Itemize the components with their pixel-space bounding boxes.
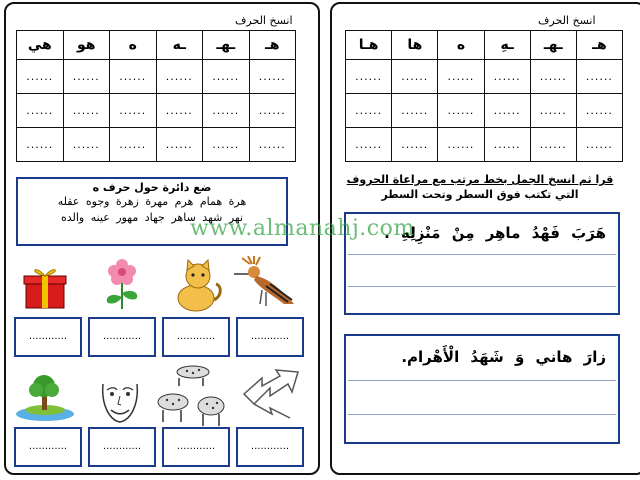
right-blank-cell[interactable]: ...... bbox=[392, 60, 438, 94]
flower-icon bbox=[98, 255, 146, 313]
picture-answer-box[interactable]: ............ bbox=[162, 427, 230, 467]
left-blank-cell[interactable]: ...... bbox=[203, 94, 250, 128]
picture-answer-box[interactable]: ............ bbox=[14, 427, 82, 467]
right-grid-row bbox=[346, 128, 623, 162]
left-grid-header-row bbox=[17, 31, 296, 60]
left-blank-cell[interactable]: ...... bbox=[63, 60, 110, 94]
left-header-cell: ه bbox=[110, 31, 157, 60]
sentence-1: هَرَبَ فَهْدُ ماهِر مِنْ مَنْزِلِهِ . bbox=[384, 224, 606, 242]
circle-task-line-2[interactable]: نهر شهد ساهر جهاد مهور عينه والده bbox=[60, 211, 244, 224]
right-blank-cell[interactable]: ...... bbox=[576, 94, 622, 128]
instruction-line-1: قرا ثم انسخ الجمل بخط مرتب مع مراعاة الحروف bbox=[346, 173, 614, 186]
instruction-line-2: التي تكتب فوق السطر وتحت السطر bbox=[381, 188, 579, 201]
left-blank-cell[interactable]: ...... bbox=[110, 128, 157, 162]
gift-box-icon bbox=[20, 262, 70, 312]
picture-answer-box[interactable]: ............ bbox=[88, 427, 156, 467]
right-grid-row bbox=[346, 94, 623, 128]
circle-task-line-1[interactable]: هرة همام هرم مهرة زهرة وجوه عقله bbox=[57, 195, 247, 208]
left-blank-cell[interactable]: ...... bbox=[63, 94, 110, 128]
left-grid-row bbox=[17, 128, 296, 162]
left-blank-cell[interactable]: ...... bbox=[17, 60, 64, 94]
left-blank-cell[interactable]: ...... bbox=[156, 94, 203, 128]
right-blank-cell[interactable]: ...... bbox=[530, 128, 576, 162]
right-blank-cell[interactable]: ...... bbox=[346, 128, 392, 162]
left-blank-cell[interactable]: ...... bbox=[249, 94, 296, 128]
left-copy-grid bbox=[16, 30, 296, 162]
right-blank-cell[interactable]: ...... bbox=[438, 128, 484, 162]
left-blank-cell[interactable]: ...... bbox=[110, 60, 157, 94]
left-header-cell: هي bbox=[17, 31, 64, 60]
right-blank-cell[interactable]: ...... bbox=[484, 94, 530, 128]
left-blank-cell[interactable]: ...... bbox=[203, 128, 250, 162]
right-blank-cell[interactable]: ...... bbox=[484, 60, 530, 94]
right-header-cell: هـ bbox=[576, 31, 622, 60]
right-header-cell: ـهـ bbox=[530, 31, 576, 60]
picture-answer-box[interactable]: ............ bbox=[14, 317, 82, 357]
circle-task-heading: ضع دائرة حول حرف ه bbox=[92, 181, 212, 194]
left-blank-cell[interactable]: ...... bbox=[110, 94, 157, 128]
right-header-cell: ـهِ bbox=[484, 31, 530, 60]
sentence-2: زارَ هاني وَ شَهَدُ الْأَهْرام. bbox=[401, 348, 606, 366]
right-blank-cell[interactable]: ...... bbox=[392, 94, 438, 128]
picture-answer-box[interactable]: ............ bbox=[88, 317, 156, 357]
right-copy-grid bbox=[345, 30, 623, 162]
left-header-cell: هو bbox=[63, 31, 110, 60]
left-blank-cell[interactable]: ...... bbox=[156, 128, 203, 162]
right-blank-cell[interactable]: ...... bbox=[438, 94, 484, 128]
writing-line bbox=[348, 414, 616, 415]
left-header-cell: ـه bbox=[156, 31, 203, 60]
picture-answer-box[interactable]: ............ bbox=[236, 317, 304, 357]
picture-answer-box[interactable]: ............ bbox=[162, 317, 230, 357]
writing-line bbox=[348, 380, 616, 381]
right-grid-header-row bbox=[346, 31, 623, 60]
left-blank-cell[interactable]: ...... bbox=[249, 128, 296, 162]
right-blank-cell[interactable]: ...... bbox=[576, 60, 622, 94]
left-blank-cell[interactable]: ...... bbox=[17, 128, 64, 162]
picture-answer-box[interactable]: ............ bbox=[236, 427, 304, 467]
right-title: انسخ الحرف bbox=[538, 14, 596, 27]
writing-line bbox=[348, 254, 616, 255]
right-blank-cell[interactable]: ...... bbox=[346, 60, 392, 94]
left-blank-cell[interactable]: ...... bbox=[249, 60, 296, 94]
right-blank-cell[interactable]: ...... bbox=[346, 94, 392, 128]
left-grid-row bbox=[17, 94, 296, 128]
arrows-icon bbox=[240, 368, 302, 426]
right-blank-cell[interactable]: ...... bbox=[576, 128, 622, 162]
watermark: www.almanahj.com bbox=[190, 216, 415, 241]
cat-icon bbox=[172, 258, 224, 313]
right-blank-cell[interactable]: ...... bbox=[530, 94, 576, 128]
right-header-cell: هـا bbox=[346, 31, 392, 60]
tree-island-icon bbox=[14, 372, 76, 422]
right-header-cell: ها bbox=[392, 31, 438, 60]
right-blank-cell[interactable]: ...... bbox=[392, 128, 438, 162]
hoopoe-bird-icon bbox=[232, 256, 300, 314]
right-grid-row bbox=[346, 60, 623, 94]
right-blank-cell[interactable]: ...... bbox=[484, 128, 530, 162]
copy-sentences-instruction bbox=[345, 172, 615, 202]
left-header-cell: هـ bbox=[249, 31, 296, 60]
left-blank-cell[interactable]: ...... bbox=[203, 60, 250, 94]
right-blank-cell[interactable]: ...... bbox=[438, 60, 484, 94]
left-grid-row bbox=[17, 60, 296, 94]
right-blank-cell[interactable]: ...... bbox=[530, 60, 576, 94]
cheetahs-icon bbox=[153, 360, 233, 428]
left-blank-cell[interactable]: ...... bbox=[156, 60, 203, 94]
writing-line bbox=[348, 286, 616, 287]
right-header-cell: ه bbox=[438, 31, 484, 60]
sentence-writing-box-2[interactable] bbox=[344, 334, 620, 444]
left-blank-cell[interactable]: ...... bbox=[17, 94, 64, 128]
left-header-cell: ـهـ bbox=[203, 31, 250, 60]
face-icon bbox=[95, 370, 145, 426]
left-title: انسخ الحرف bbox=[235, 14, 293, 27]
left-blank-cell[interactable]: ...... bbox=[63, 128, 110, 162]
